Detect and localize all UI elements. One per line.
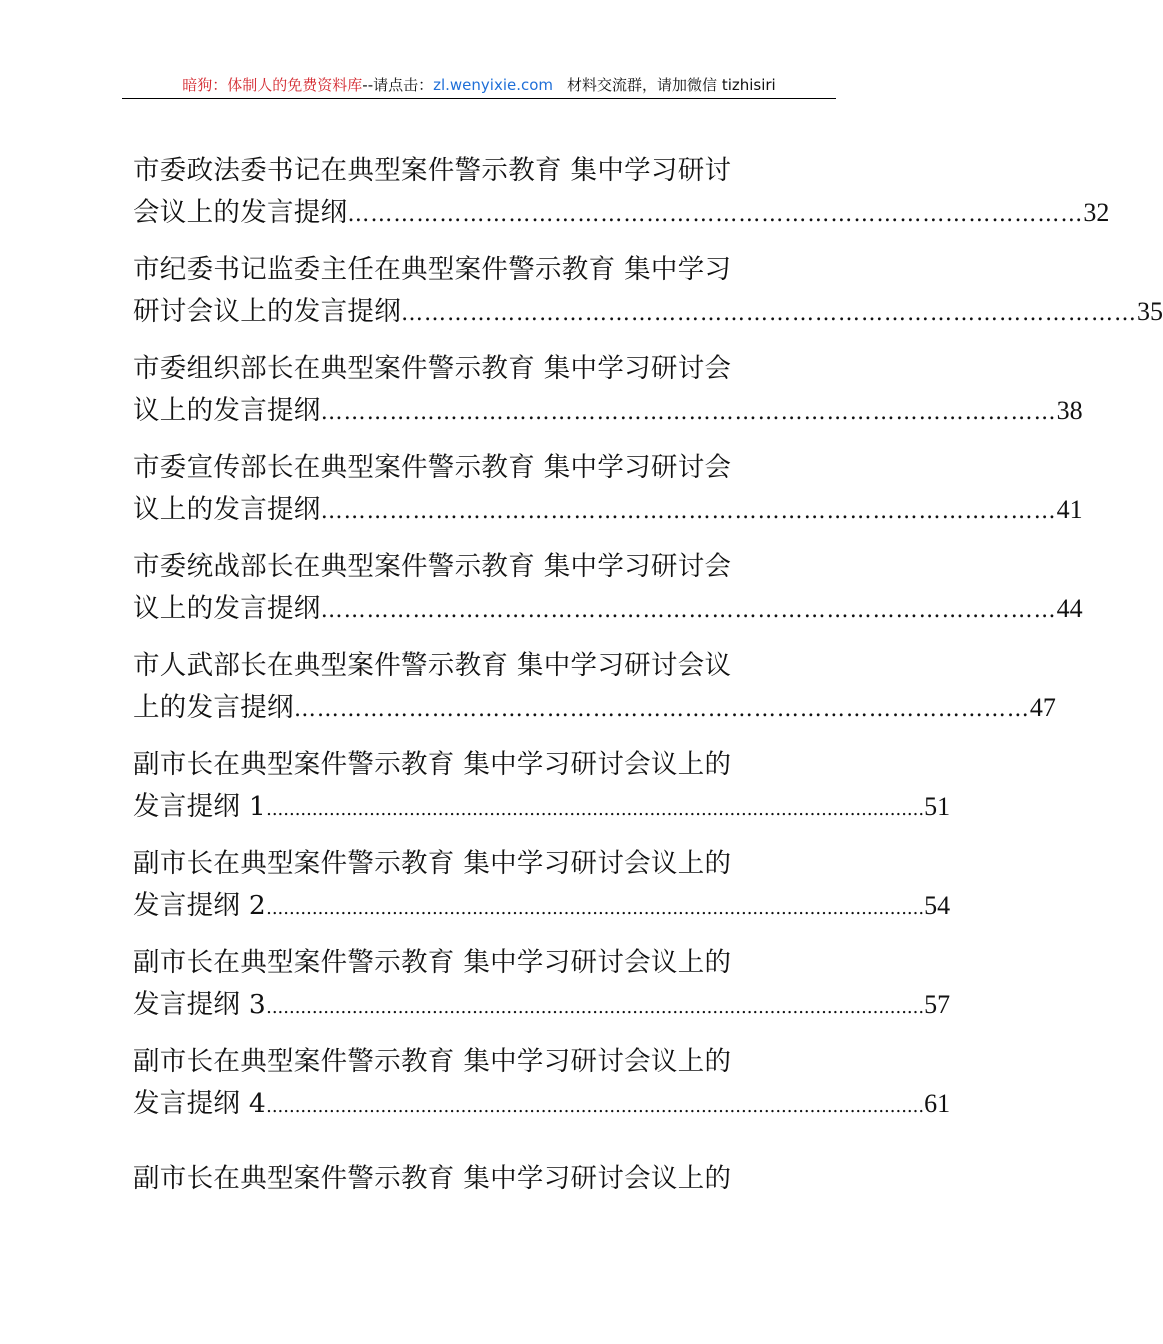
dot-leader: ................................................................................................................... [266,997,925,1018]
toc-entry-title: 市纪委书记监委主任在典型案件警示教育 集中学习 [133,254,732,285]
toc-entry[interactable] [133,350,1083,449]
toc-entry-line2 [133,1085,951,1123]
toc-entry-title: 副市长在典型案件警示教育 集中学习研讨会议上的 [133,848,732,879]
header-click-prompt: --请点击： [362,76,434,94]
dot-leader: …………………………………………………………………………………… [401,301,1137,326]
toc-entry-title: 市委组织部长在典型案件警示教育 集中学习研讨会 [133,353,732,384]
toc-entry-line2 [133,293,1163,331]
toc-entry-line2 [133,788,951,826]
toc-entry-line2 [133,887,951,925]
toc-page-number: 54 [924,891,951,920]
toc-entry-title: 副市长在典型案件警示教育 集中学习研讨会议上的 [133,1046,732,1077]
toc-entry[interactable] [133,251,1163,350]
toc-entry-title-cont: 议上的发言提纲 [133,593,321,624]
toc-entry-title: 副市长在典型案件警示教育 集中学习研讨会议上的 [133,749,732,780]
dot-leader: ................................................................................................................... [266,1096,925,1117]
toc-entry[interactable] [133,152,1110,251]
toc-page-number: 51 [924,792,951,821]
toc-entry-title: 市委政法委书记在典型案件警示教育 集中学习研讨 [133,155,732,186]
header-link[interactable]: zl.wenyixie.com [433,76,554,94]
header-site-name: 暗狗：体制人的免费资料库 [182,76,363,94]
toc-entry-line2 [133,392,1083,430]
toc-page-number: 32 [1083,198,1110,227]
dot-leader: …………………………………………………………………………………… [320,400,1057,425]
toc-entry-title-cont: 研讨会议上的发言提纲 [133,296,401,327]
toc-entry-line2 [133,491,1083,529]
toc-entry[interactable] [133,845,951,944]
toc-entry-title-cont: 发言提纲 3 [133,989,267,1020]
toc-entry-line2 [133,689,1056,727]
toc-entry-title-cont: 上的发言提纲 [133,692,294,723]
toc-entry-title: 市人武部长在典型案件警示教育 集中学习研讨会议 [133,650,732,681]
toc-entry-title-cont: 会议上的发言提纲 [133,197,348,228]
toc-entry-line2 [133,194,1110,232]
toc-page-number: 41 [1056,495,1083,524]
toc-page-number: 38 [1056,396,1083,425]
toc-page-number: 57 [924,990,951,1019]
toc-entry[interactable] [133,548,1083,647]
toc-page-number: 35 [1137,297,1163,326]
toc-entry-title: 副市长在典型案件警示教育 集中学习研讨会议上的 [133,947,732,978]
toc-page-number: 61 [924,1089,951,1118]
toc-entry-title-cont: 发言提纲 1 [133,791,267,822]
toc-entry-title-cont: 议上的发言提纲 [133,395,321,426]
toc-entry-title-cont: 议上的发言提纲 [133,494,321,525]
dot-leader: …………………………………………………………………………………… [320,499,1057,524]
toc-entry[interactable] [133,944,951,1043]
toc-entry-line2 [133,986,951,1024]
dot-leader: ................................................................................................................... [266,898,925,919]
toc-page-number: 44 [1056,594,1083,623]
toc-entry[interactable] [133,1043,951,1142]
dot-leader: …………………………………………………………………………………… [347,202,1084,227]
table-of-contents [133,152,1163,1194]
toc-entry[interactable] [133,449,1083,548]
toc-entry-title: 市委统战部长在典型案件警示教育 集中学习研讨会 [133,551,732,582]
toc-entry-line2 [133,590,1083,628]
toc-entry-title: 市委宣传部长在典型案件警示教育 集中学习研讨会 [133,452,732,483]
header-wechat-note: 材料交流群，请加微信 tizhisiri [567,76,776,94]
toc-entry-title-cont: 发言提纲 4 [133,1088,267,1119]
toc-entry[interactable] [133,746,951,845]
toc-page-number: 47 [1029,693,1056,722]
page-header [122,74,836,99]
toc-entry-title: 副市长在典型案件警示教育 集中学习研讨会议上的 [133,1163,732,1194]
toc-entry-title-cont: 发言提纲 2 [133,890,267,921]
dot-leader: ................................................................................................................... [266,799,925,820]
dot-leader: …………………………………………………………………………………… [293,697,1030,722]
dot-leader: …………………………………………………………………………………… [320,598,1057,623]
toc-entry[interactable] [133,647,1056,746]
